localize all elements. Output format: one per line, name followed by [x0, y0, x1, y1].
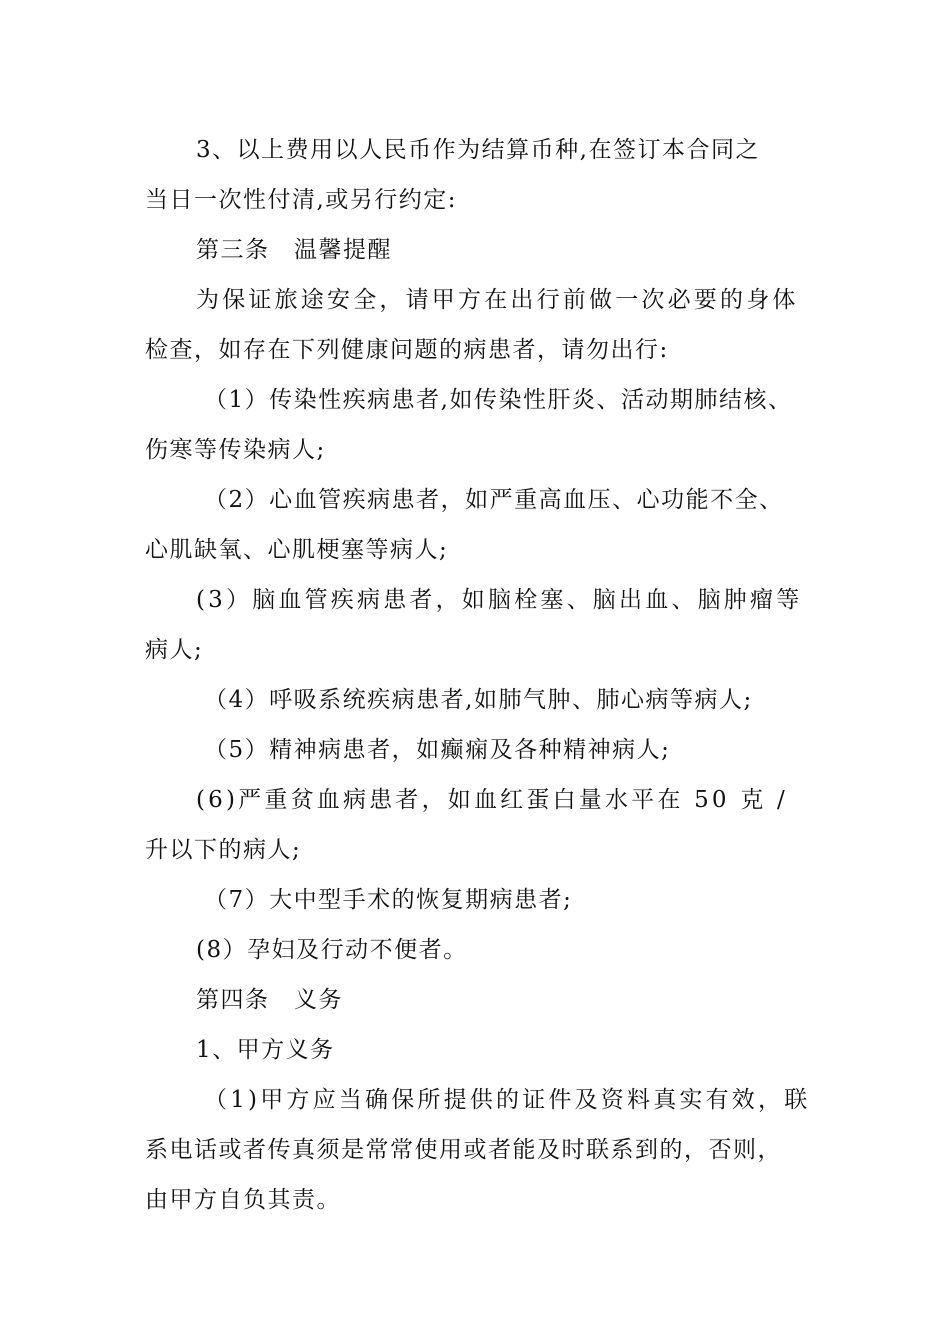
item-6-line-2: 升以下的病人; — [145, 837, 302, 863]
payment-clause-line-1: 3、以上费用以人民币作为结算币种,在签订本合同之 — [196, 137, 760, 163]
item-5-line: （5）精神病患者，如癫痫及各种精神病人; — [204, 737, 671, 763]
item-1-line-2: 伤寒等传染病人; — [145, 437, 326, 463]
item-7-line: （7）大中型手术的恢复期病患者; — [204, 887, 573, 913]
duty-1-line-2: 系电话或者传真须是常常使用或者能及时联系到的，否则， — [145, 1137, 782, 1163]
item-3-line-2: 病人; — [145, 637, 204, 663]
article-four-heading: 第四条 义务 — [196, 987, 343, 1013]
item-4-line: （4）呼吸系统疾病患者,如肺气肿、肺心病等病人; — [204, 687, 753, 713]
item-2-line-1: （2）心血管疾病患者，如严重高血压、心功能不全、 — [204, 487, 784, 513]
item-2-line-2: 心肌缺氧、心肌梗塞等病人; — [145, 537, 449, 563]
payment-clause-line-2: 当日一次性付清,或另行约定: — [145, 187, 458, 213]
item-6-line-1: (6)严重贫血病患者，如血红蛋白量水平在 50 克 / — [196, 787, 788, 813]
article-three-heading: 第三条 温馨提醒 — [196, 237, 392, 263]
duty-1-line-1: （1)甲方应当确保所提供的证件及资料真实有效，联 — [204, 1087, 811, 1113]
reminder-intro-line-1: 为保证旅途安全，请甲方在出行前做一次必要的身体 — [196, 287, 799, 313]
item-8-line: (8）孕妇及行动不便者。 — [196, 937, 468, 963]
item-3-line-1: (3）脑血管疾病患者，如脑栓塞、脑出血、脑肿瘤等 — [196, 587, 803, 613]
reminder-intro-line-2: 检查，如存在下列健康问题的病患者，请勿出行: — [145, 337, 669, 363]
duty-1-line-3: 由甲方自负其责。 — [145, 1187, 341, 1213]
item-1-line-1: （1）传染性疾病患者,如传染性肝炎、活动期肺结核、 — [204, 387, 793, 413]
party-a-duties-heading: 1、甲方义务 — [196, 1037, 335, 1063]
